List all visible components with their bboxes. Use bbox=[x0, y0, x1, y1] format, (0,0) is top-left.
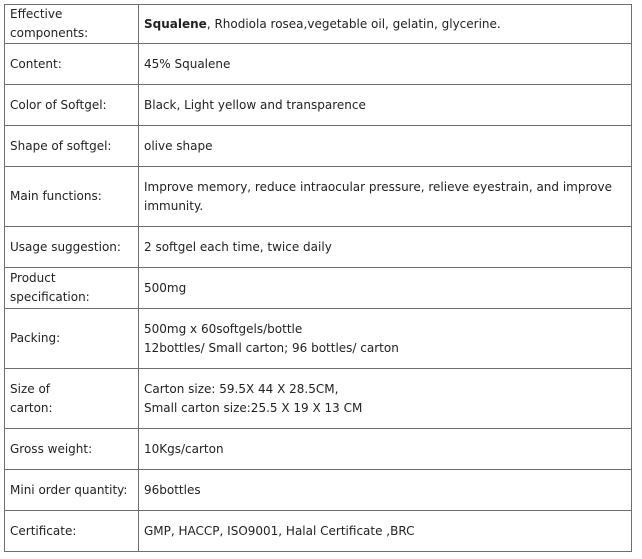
table-row bbox=[5, 309, 632, 369]
table-row bbox=[5, 85, 632, 126]
table-row bbox=[5, 227, 632, 268]
table-row bbox=[5, 470, 632, 511]
value-line: Small carton size:25.5 X 19 X 13 CM bbox=[144, 400, 363, 415]
row-label: Packing: bbox=[5, 309, 139, 369]
product-spec-table bbox=[4, 4, 632, 552]
table-row bbox=[5, 5, 632, 44]
row-label: Gross weight: bbox=[5, 429, 139, 470]
row-label: Product specification: bbox=[5, 268, 139, 309]
label-line: carton: bbox=[10, 400, 53, 415]
row-label: Certificate: bbox=[5, 511, 139, 552]
row-value: GMP, HACCP, ISO9001, Halal Certificate ,BRC bbox=[139, 511, 632, 552]
row-label: Color of Softgel: bbox=[5, 85, 139, 126]
table-row bbox=[5, 511, 632, 552]
row-label: Main functions: bbox=[5, 167, 139, 227]
value-line: 500mg x 60softgels/bottle bbox=[144, 321, 303, 336]
row-label: Shape of softgel: bbox=[5, 126, 139, 167]
row-label: Effective components: bbox=[5, 5, 139, 44]
table-row bbox=[5, 369, 632, 429]
label-line: Size of bbox=[10, 381, 51, 396]
table-row bbox=[5, 268, 632, 309]
table-row bbox=[5, 44, 632, 85]
row-value: 2 softgel each time, twice daily bbox=[139, 227, 632, 268]
value-line: Carton size: 59.5X 44 X 28.5CM, bbox=[144, 381, 339, 396]
table-row bbox=[5, 167, 632, 227]
row-label: Mini order quantity: bbox=[5, 470, 139, 511]
value-text: , Rhodiola rosea,vegetable oil, gelatin, glycerine. bbox=[206, 16, 501, 31]
value-bold: Squalene bbox=[144, 16, 207, 31]
row-value: 10Kgs/carton bbox=[139, 429, 632, 470]
row-label: Content: bbox=[5, 44, 139, 85]
row-label bbox=[5, 369, 139, 429]
table-row bbox=[5, 429, 632, 470]
row-value bbox=[139, 369, 632, 429]
row-value bbox=[139, 5, 632, 44]
row-value: 500mg bbox=[139, 268, 632, 309]
row-value bbox=[139, 309, 632, 369]
value-line: 12bottles/ Small carton; 96 bottles/ carton bbox=[144, 340, 399, 355]
row-value: Black, Light yellow and transparence bbox=[139, 85, 632, 126]
table-row bbox=[5, 126, 632, 167]
row-value: 96bottles bbox=[139, 470, 632, 511]
row-value: olive shape bbox=[139, 126, 632, 167]
row-value: 45% Squalene bbox=[139, 44, 632, 85]
row-value: Improve memory, reduce intraocular pressure, relieve eyestrain, and improve immunity. bbox=[139, 167, 632, 227]
row-label: Usage suggestion: bbox=[5, 227, 139, 268]
